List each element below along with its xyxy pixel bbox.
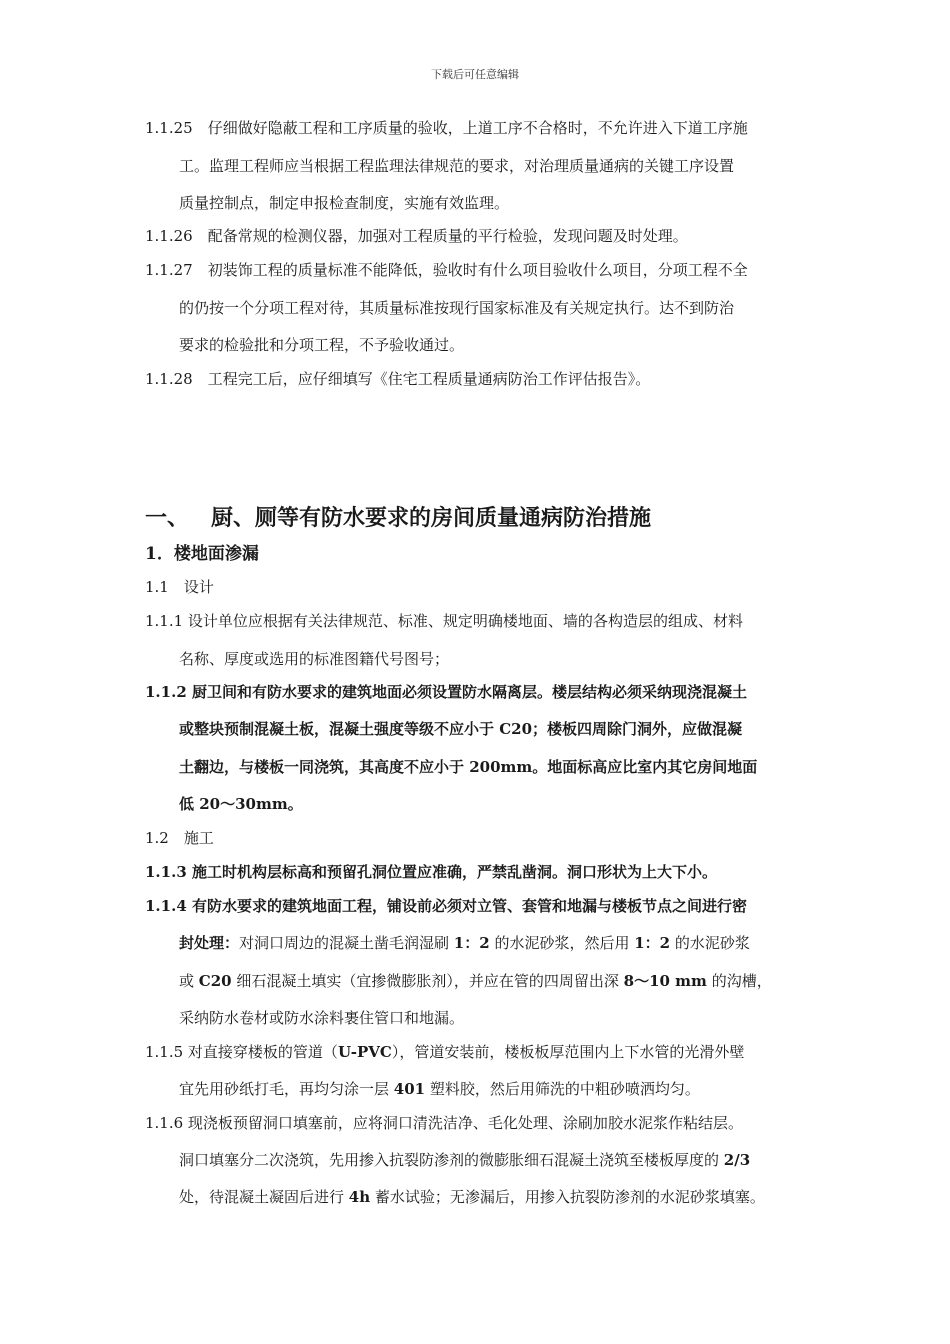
item-1-1-4-text-a: 对洞口周边的混凝土凿毛润湿刷 [239, 934, 454, 952]
construction-label: 1.2 施工 [145, 829, 214, 847]
item-1-1-27-line-1: 1.1.27 初装饰工程的质量标准不能降低，验收时有什么项目验收什么项目，分项工程不全 [145, 261, 748, 279]
item-1-1-5-line-1 [145, 1042, 744, 1062]
item-1-1-6-line-1: 1.1.6 现浇板预留洞口填塞前，应将洞口清洗洁净、毛化处理、涂刷加胶水泥浆作粘结层。 [145, 1114, 743, 1132]
item-1-1-3: 1.1.3 施工时机构层标高和预留孔洞位置应准确，严禁乱凿洞。洞口形状为上大下小。 [145, 863, 717, 881]
item-1-1-5-text-d: 塑料胶，然后用筛洗的中粗砂喷洒均匀。 [425, 1080, 700, 1098]
pipe-type: U-PVC [337, 1043, 392, 1061]
item-1-1-4-text-b: 的水泥砂浆，然后用 [489, 934, 635, 952]
item-1-1-4-text-c: 的水泥砂浆 [670, 934, 750, 952]
item-1-1-27-line-2: 的仍按一个分项工程对待，其质量标准按现行国家标准及有关规定执行。达不到防治 [179, 299, 735, 317]
glue-type: 401 [393, 1080, 426, 1098]
item-1-1-5-text-c: 宜先用砂纸打毛，再均匀涂一层 [179, 1080, 394, 1098]
item-1-1-4-line-1: 1.1.4 有防水要求的建筑地面工程，铺设前必须对立管、套管和地漏与楼板节点之间进行密 [145, 897, 747, 915]
item-1-1-2-line-1: 1.1.2 厨卫间和有防水要求的建筑地面必须设置防水隔离层。楼层结构必须采纳现浇混凝土 [145, 683, 747, 701]
item-1-1-27-line-3: 要求的检验批和分项工程，不予验收通过。 [179, 336, 465, 354]
item-1-1-5-text-a: 1.1.5 对直接穿楼板的管道（ [145, 1043, 338, 1061]
item-1-1-1-line-1: 1.1.1 设计单位应根据有关法律规范、标准、规定明确楼地面、墙的各构造层的组成、材料 [145, 612, 743, 630]
item-1-1-4-text-d: 或 [179, 972, 199, 990]
item-1-1-6-text-a: 洞口填塞分二次浇筑，先用掺入抗裂防渗剂的微膨胀细石混凝土浇筑至楼板厚度的 [179, 1151, 724, 1169]
item-1-1-25-line-2: 工。监理工程师应当根据工程监理法律规范的要求，对治理质量通病的关键工序设置 [179, 157, 735, 175]
fraction: 2/3 [723, 1151, 751, 1169]
grade-c20: C20 [198, 972, 232, 990]
item-1-1-2-line-2: 或整块预制混凝土板，混凝土强度等级不应小于 C20；楼板四周除门洞外，应做混凝 [179, 720, 743, 738]
item-1-1-6-text-c: 蓄水试验；无渗漏后，用掺入抗裂防渗剂的水泥砂浆填塞。 [370, 1188, 765, 1206]
item-1-1-4-line-4: 采纳防水卷材或防水涂料裹住管口和地漏。 [179, 1009, 465, 1027]
item-1-1-4-line-2 [179, 933, 750, 953]
item-1-1-2-line-4: 低 20～30mm。 [179, 795, 303, 813]
section-heading [145, 501, 651, 532]
item-1-1-28: 1.1.28 工程完工后，应仔细填写《住宅工程质量通病防治工作评估报告》。 [145, 370, 651, 388]
section-title: 厨、厕等有防水要求的房间质量通病防治措施 [211, 505, 652, 531]
item-1-1-5-text-b: ），管道安装前，楼板板厚范围内上下水管的光滑外壁 [391, 1043, 745, 1061]
item-1-1-26: 1.1.26 配备常规的检测仪器，加强对工程质量的平行检验，发现问题及时处理。 [145, 227, 688, 245]
item-1-1-1-line-2: 名称、厚度或选用的标准图籍代号图号； [179, 650, 450, 668]
section-number: 一、 [145, 505, 190, 531]
design-label: 1.1 设计 [145, 578, 214, 596]
page-header: 下载后可任意编辑 [431, 68, 519, 81]
item-1-1-5-line-2 [179, 1079, 700, 1099]
subsection-heading: 1．楼地面渗漏 [145, 544, 259, 564]
item-1-1-6-line-3 [179, 1187, 765, 1207]
item-1-1-25-line-1: 1.1.25 仔细做好隐蔽工程和工序质量的验收，上道工序不合格时，不允许进入下道工序施 [145, 119, 748, 137]
item-1-1-25-line-3: 质量控制点，制定申报检查制度，实施有效监理。 [179, 194, 510, 212]
ratio-2: 1：2 [634, 934, 671, 952]
item-1-1-4-bold-lead: 封处理： [179, 934, 240, 952]
item-1-1-6-text-b: 处，待混凝土凝固后进行 [179, 1188, 349, 1206]
groove-depth: 8～10 mm [623, 972, 707, 990]
item-1-1-4-text-e: 细石混凝土填实（宜掺微膨胀剂），并应在管的四周留出深 [231, 972, 624, 990]
item-1-1-2-line-3: 土翻边，与楼板一同浇筑，其高度不应小于 200mm。地面标高应比室内其它房间地面 [179, 758, 758, 776]
test-hours: 4h [348, 1188, 371, 1206]
item-1-1-4-text-f: 的沟槽， [706, 972, 772, 990]
item-1-1-6-line-2 [179, 1150, 750, 1170]
item-1-1-4-line-3 [179, 971, 772, 991]
ratio-1: 1：2 [453, 934, 490, 952]
